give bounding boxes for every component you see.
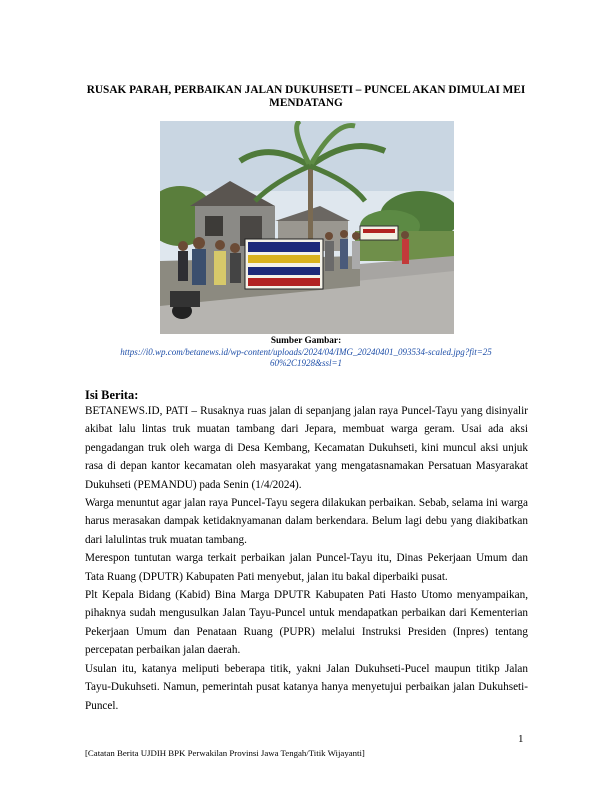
paragraph: Merespon tuntutan warga terkait perbaikan jalan Puncel-Tayu itu, Dinas Pekerjaan Umum dan Tata Ruang (DPUTR) Kabupaten Pati menyebut, jalan itu bakal diperbaiki pusat. <box>85 552 528 583</box>
section-heading: Isi Berita: <box>85 388 139 402</box>
protest-photo-icon <box>160 121 454 334</box>
caption-url[interactable]: https://i0.wp.com/betanews.id/wp-content/uploads/2024/04/IMG_20240401_093534-scaled.jpg?fit=2560%2C1928&ssl=1 <box>120 347 492 368</box>
footer-note: [Catatan Berita UJDIH BPK Perwakilan Provinsi Jawa Tengah/Titik Wijayanti] <box>85 748 365 758</box>
paragraph: Warga menuntut agar jalan raya Puncel-Tayu segera dilakukan perbaikan. Sebab, selama ini warga harus merasakan dampak ketidaknyamanan dalam berkendara. Belum lagi debu yang diakibatkan dari lalulintas truk muatan tambang. <box>85 497 528 546</box>
article-title: RUSAK PARAH, PERBAIKAN JALAN DUKUHSETI – PUNCEL AKAN DIMULAI MEI MENDATANG <box>86 84 526 109</box>
page-number: 1 <box>518 733 524 745</box>
paragraph: Usulan itu, katanya meliputi beberapa titik, yakni Jalan Dukuhseti-Pucel maupun titikp Jalan Tayu-Dukuhseti. Namun, pemerintah pusat katanya hanya menyetujui perbaikan jalan Dukuhseti-Puncel. <box>85 662 528 712</box>
article-photo <box>160 121 454 334</box>
paragraph: Plt Kepala Bidang (Kabid) Bina Marga DPUTR Kabupaten Pati Hasto Utomo menyampaikan, pihaknya sudah mengusulkan Jalan Tayu-Puncel untuk mendapatkan perbaikan dari Kementerian Pekerjaan Umum dan Penataan Ruang (PUPR) melalui Instruksi Presiden (Inpres) tentang percepatan perbaikan jalan daerah. <box>85 589 528 657</box>
article-body <box>85 402 528 715</box>
caption-label: Sumber Gambar: <box>270 336 342 346</box>
paragraph: BETANEWS.ID, PATI – Rusaknya ruas jalan di sepanjang jalan raya Puncel-Tayu yang disinyalir akibat lalu lintas truk muatan tambang dari Jepara, membuat warga geram. Usai ada aksi pengadangan truk oleh warga di Desa Kembang, Kecamatan Dukuhseti, kini muncul aksi unjuk rasa di depan kantor kecamatan oleh masyarakat yang mengatasnamakan Persatuan Masyarakat Dukuhseti (PEMANDU) pada Senin (1/4/2024). <box>85 405 528 491</box>
